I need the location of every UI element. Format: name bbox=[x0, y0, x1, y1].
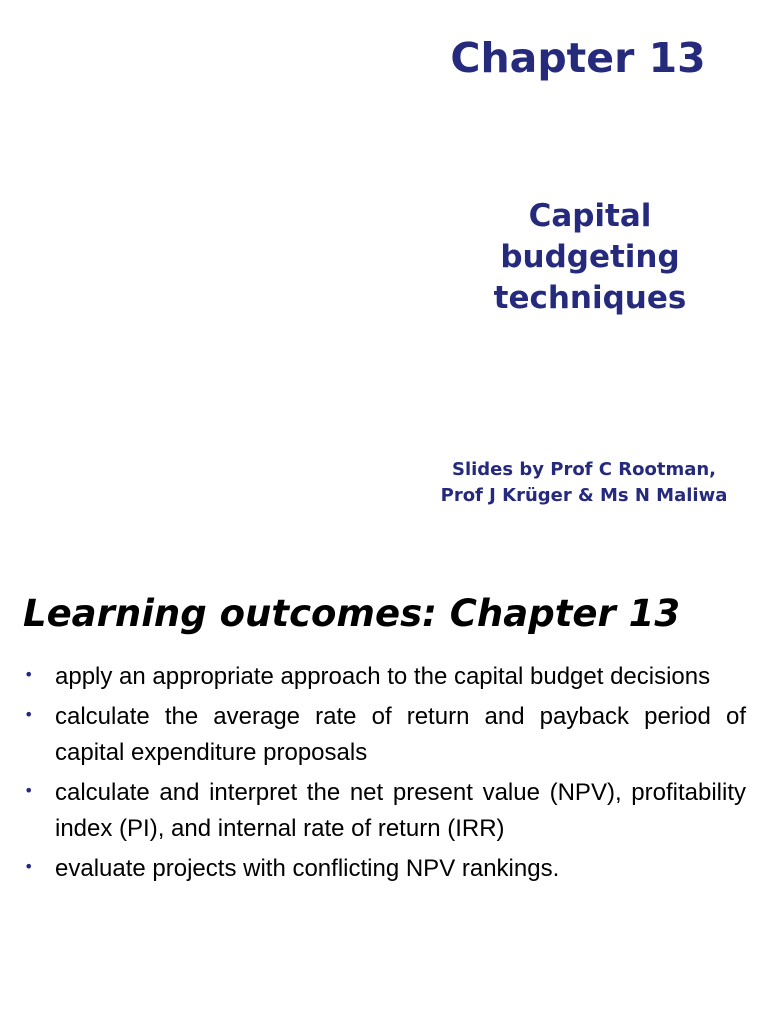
learning-outcomes-list bbox=[22, 659, 746, 891]
chapter-title: Chapter 13 bbox=[450, 34, 706, 82]
subject-title-line: techniques bbox=[493, 280, 687, 316]
learning-outcomes-title: Learning outcomes: Chapter 13 bbox=[23, 592, 681, 635]
subject-title-line: Capital bbox=[528, 198, 652, 234]
bullet-icon: • bbox=[24, 705, 34, 724]
list-item bbox=[22, 699, 746, 771]
credits-line: Slides by Prof C Rootman, bbox=[451, 459, 717, 480]
slide-credits bbox=[404, 457, 764, 509]
list-item bbox=[22, 851, 746, 887]
bullet-icon: • bbox=[24, 665, 34, 684]
list-item bbox=[22, 659, 746, 695]
outcome-text: calculate and interpret the net present value (NPV), profitability index (PI), and internal rate of return (IRR) bbox=[55, 779, 746, 842]
outcome-text: apply an appropriate approach to the capital budget decisions bbox=[55, 663, 711, 690]
outcome-text: calculate the average rate of return and payback period of capital expenditure proposals bbox=[55, 703, 746, 766]
subject-title bbox=[440, 196, 740, 319]
learning-outcomes-slide bbox=[0, 560, 768, 1024]
subject-title-line: budgeting bbox=[500, 239, 680, 275]
outcome-text: evaluate projects with conflicting NPV rankings. bbox=[55, 855, 560, 882]
list-item bbox=[22, 775, 746, 847]
bullet-icon: • bbox=[24, 857, 34, 876]
bullet-icon: • bbox=[24, 781, 34, 800]
credits-line: Prof J Krüger & Ms N Maliwa bbox=[440, 485, 728, 506]
